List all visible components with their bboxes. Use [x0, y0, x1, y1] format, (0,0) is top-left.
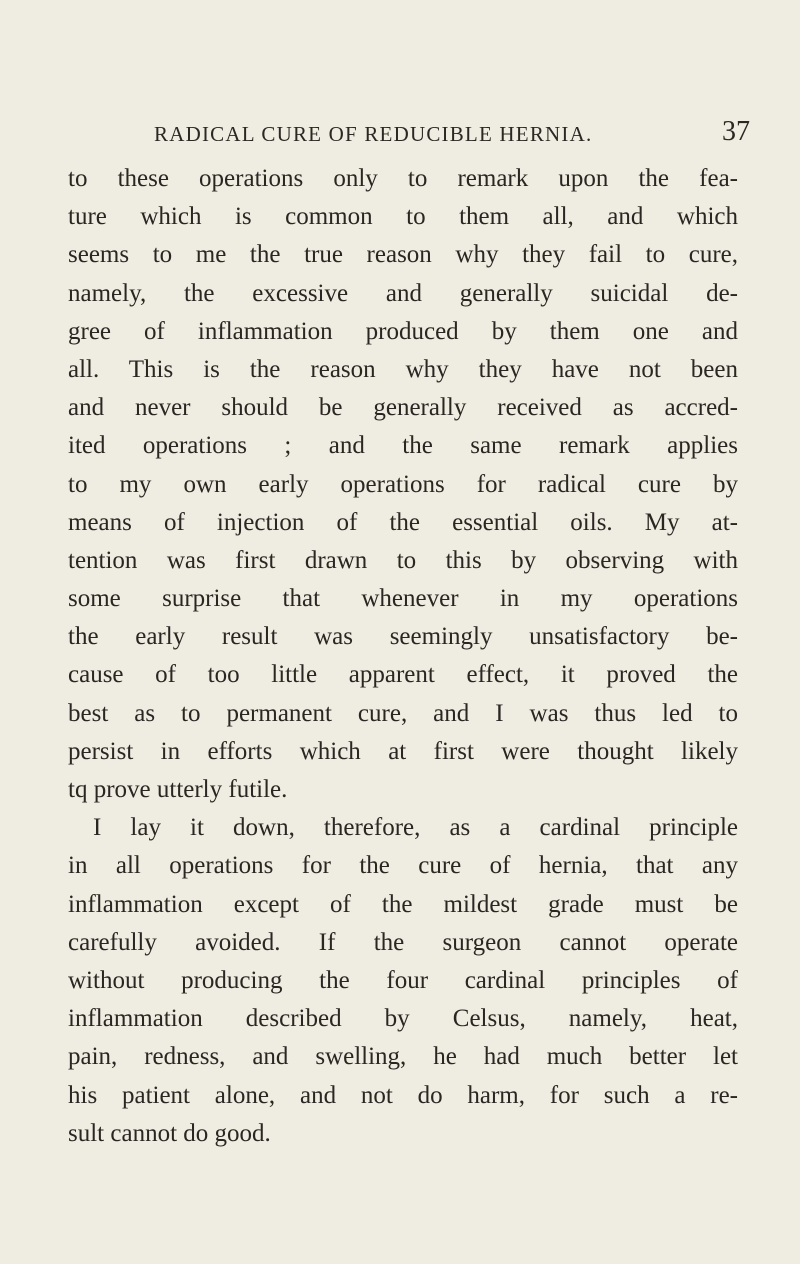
text-line: to my own early operations for radical cure by — [68, 470, 738, 498]
text-line: ture which is common to them all, and which — [68, 203, 738, 231]
text-line: means of injection of the essential oils. My at- — [68, 508, 738, 536]
body-text — [68, 160, 738, 1153]
text-line: tention was first drawn to this by observing with — [68, 546, 738, 574]
text-line: carefully avoided. If the surgeon cannot operate — [68, 928, 738, 956]
text-line: to these operations only to remark upon the fea- — [68, 165, 738, 192]
text-line: best as to permanent cure, and I was thus led to — [68, 699, 738, 727]
text-line: in all operations for the cure of hernia, that any — [68, 852, 738, 880]
paragraph-start-line: I lay it down, therefore, as a cardinal principle — [93, 814, 738, 842]
text-line: persist in efforts which at first were thought likely — [68, 737, 738, 765]
text-line: inflammation except of the mildest grade must be — [68, 890, 738, 918]
text-line: inflammation described by Celsus, namely, heat, — [68, 1005, 738, 1033]
text-line: without producing the four cardinal principles of — [68, 966, 738, 994]
text-line: and never should be generally received as accred- — [68, 394, 738, 422]
text-line: his patient alone, and not do harm, for such a re- — [68, 1081, 738, 1109]
running-head — [106, 116, 796, 156]
text-line: pain, redness, and swelling, he had much better let — [68, 1043, 738, 1071]
page-number: 37 — [722, 116, 750, 147]
text-line: namely, the excessive and generally suicidal de- — [68, 279, 738, 307]
text-line: the early result was seemingly unsatisfactory be- — [68, 623, 738, 651]
text-line: cause of too little apparent effect, it proved the — [68, 661, 738, 689]
text-line: tq prove utterly futile. — [68, 776, 288, 803]
text-line: seems to me the true reason why they fail to cure, — [68, 241, 738, 269]
text-line: ited operations ; and the same remark applies — [68, 432, 738, 460]
running-title: RADICAL CURE OF REDUCIBLE HERNIA. — [154, 122, 593, 146]
text-line: sult cannot do good. — [68, 1119, 271, 1147]
text-line: all. This is the reason why they have not been — [68, 355, 738, 383]
text-line: gree of inflammation produced by them one and — [68, 317, 738, 345]
text-line: some surprise that whenever in my operations — [68, 585, 738, 613]
